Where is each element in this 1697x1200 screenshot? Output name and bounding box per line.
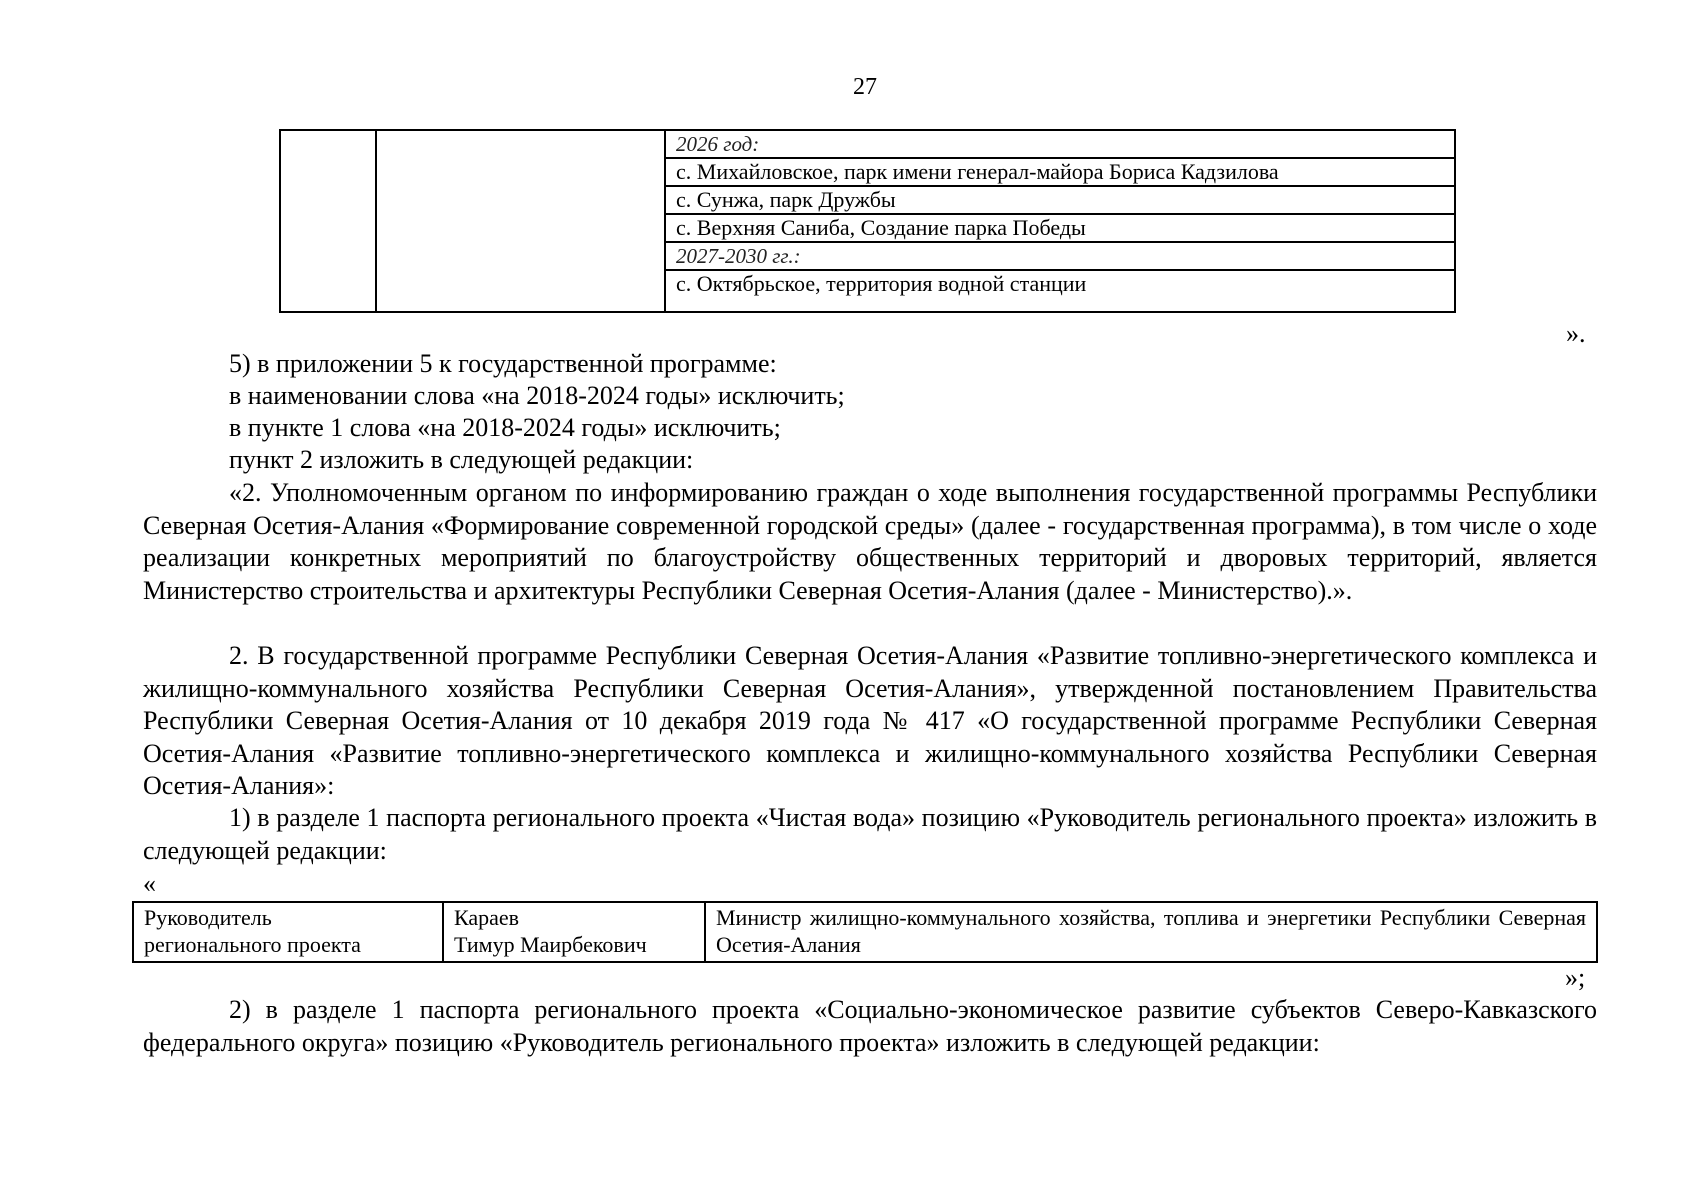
closing-quote-1: ». [1566,319,1586,348]
leader-name-line2: Тимур Маирбекович [454,932,647,957]
closing-quote-2: »; [1565,963,1586,992]
open-quote: « [143,869,156,898]
table-row: с. Михайловское, парк имени генерал-майора Бориса Кадзилова [665,158,1455,186]
table-row: с. Сунжа, парк Дружбы [665,186,1455,214]
leader-title-line2: регионального проекта [144,932,361,957]
paragraph-item-1 [143,802,1597,867]
page-number: 27 [853,74,877,100]
paragraph-text: 2) в разделе 1 паспорта регионального проекта «Социально-экономическое развитие субъектов Северо-Кавказского федерального округа» позицию «Руководитель регионального проекта» изложить в следующей редакции: [143,995,1597,1057]
leader-name-cell [443,902,705,962]
leader-title-line1: Руководитель [144,905,272,930]
paragraph-text: 1) в разделе 1 паспорта регионального проекта «Чистая вода» позицию «Руководитель регионального проекта» изложить в следующей редакции: [143,803,1597,865]
table-row: с. Верхняя Саниба, Создание парка Победы [665,214,1455,242]
table-cell-empty-1 [280,130,376,312]
table-cell-empty-2 [376,130,665,312]
table-row: с. Октябрьское, территория водной станции [665,270,1455,312]
paragraph-item-2 [143,994,1597,1059]
item5-line3: в пункте 1 слова «на 2018-2024 годы» исключить; [229,413,781,442]
table-row-year-2026: 2026 год: [665,130,1455,158]
paragraph-text: 2. В государственной программе Республики Северная Осетия-Алания «Развитие топливно-энергетического комплекса и жилищно-коммунального хозяйства Республики Северная Осетия-Алания», утвержденной постановлением Правительства Республики Северная Осетия-Алания от 10 декабря 2019 года № 417 «О государственной программе Республики Северная Осетия-Алания «Развитие топливно-энергетического комплекса и жилищно-коммунального хозяйства Республики Северная Осетия-Алания»: [143,641,1597,800]
project-leader-table [132,901,1598,963]
leader-title-cell [133,902,443,962]
item5-line2: в наименовании слова «на 2018-2024 годы» исключить; [229,381,845,410]
paragraph-authorized-body [143,477,1597,607]
paragraph-section-2 [143,640,1597,803]
table-row-years-2027-2030: 2027-2030 гг.: [665,242,1455,270]
leader-position-cell: Министр жилищно-коммунального хозяйства, топлива и энергетики Республики Северная Осетия-Алания [705,902,1597,962]
parks-table [279,129,1456,313]
leader-name-line1: Караев [454,905,520,930]
item5-line1: 5) в приложении 5 к государственной программе: [229,349,777,378]
paragraph-text: «2. Уполномоченным органом по информированию граждан о ходе выполнения государственной программы Республики Северная Осетия-Алания «Формирование современной городской среды» (далее - государственная программа), в том числе о ходе реализации конкретных мероприятий по благоустройству общественных территорий и дворовых территорий, является Министерство строительства и архитектуры Республики Северная Осетия-Алания (далее - Министерство).». [143,478,1597,605]
item5-line4: пункт 2 изложить в следующей редакции: [229,445,694,474]
